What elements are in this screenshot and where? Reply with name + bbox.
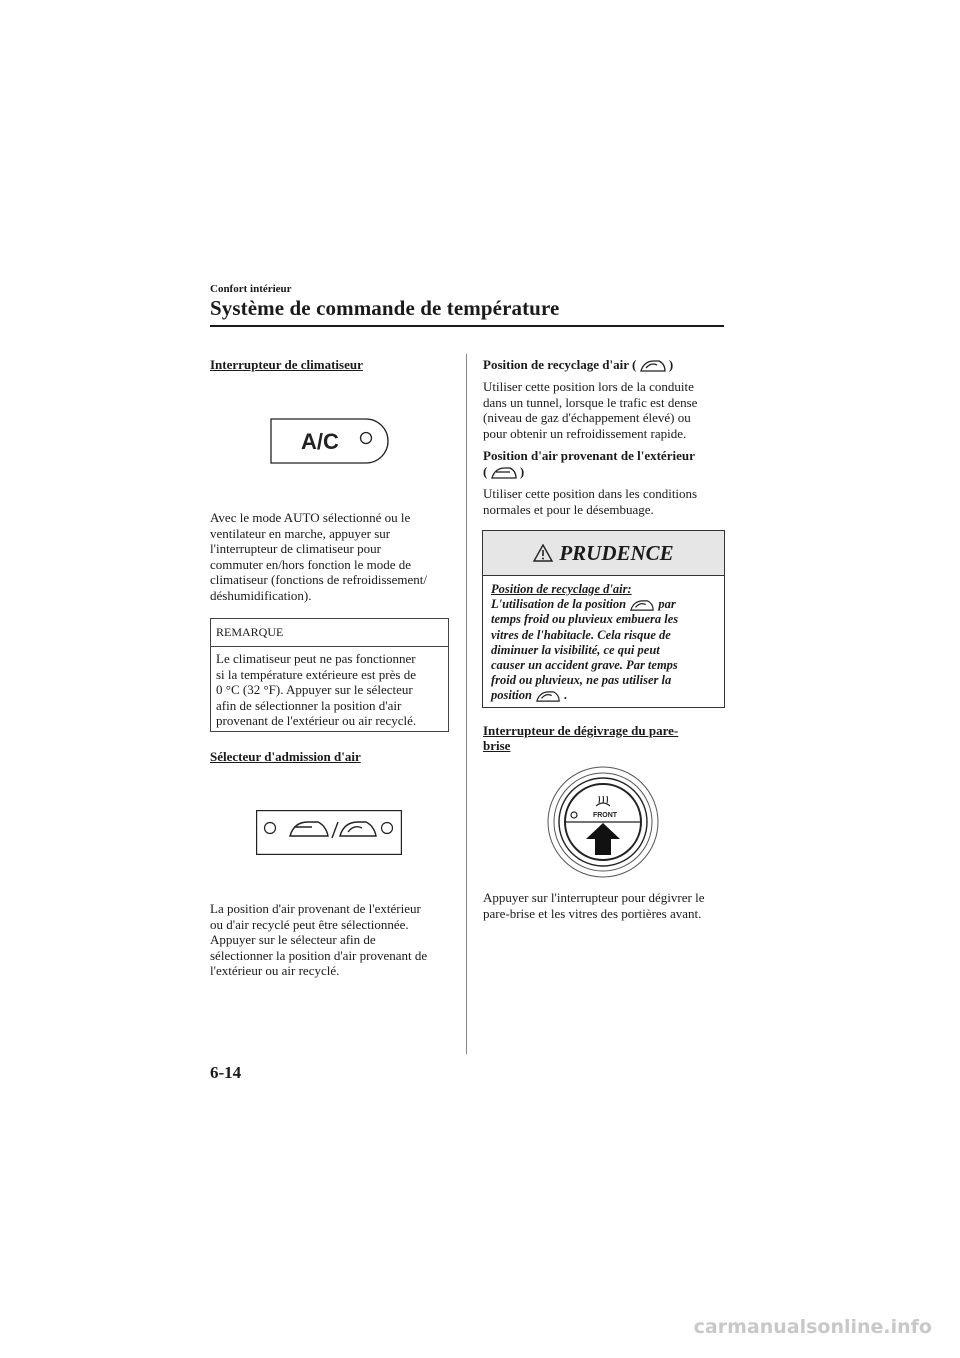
windshield-defroster-figure [546,765,660,879]
note-text: Le climatiseur peut ne pas fonctionner si la température extérieure est près de 0 °C (32 °F). Appuyer sur le sélecteur afin de sélectionner la position d'air provenant de l'extérieur ou air recyclé. [216,651,417,728]
defrost-paragraph: Appuyer sur l'interrupteur pour dégivrer le pare-brise et les vitres des portières avant. [483,890,705,921]
defrost-heading: Interrupteur de dégivrage du pare- brise [483,723,679,753]
air-intake-paragraph: La position d'air provenant de l'extérieur ou d'air recyclé peut être sélectionnée. Appuyer sur le sélecteur afin de sélectionner la position d'air provenant de l'extérieur ou air recyclé. [210,901,428,978]
outside-air-icon [491,466,517,480]
note-title: REMARQUE [211,619,448,647]
watermark: carmanualsonline.info [693,1316,932,1338]
recirculation-heading: Position de recyclage d'air ( ) [483,357,674,372]
page-title: Système de commande de température [210,296,560,320]
ac-button-label: A/C [301,429,339,454]
section-label: Confort intérieur [210,283,292,295]
column-divider [466,354,467,1054]
outside-air-heading: Position d'air provenant de l'extérieur ( ) [483,448,695,479]
outside-air-paragraph: Utiliser cette position dans les conditions normales et pour le désembuage. [483,486,698,517]
recirculation-paragraph: Utiliser cette position lors de la conduite dans un tunnel, lorsque le trafic est dense (niveau de gaz d'échappement élevé) ou pour obtenir un refroidissement rapide. [483,379,698,441]
caution-text: Position de recyclage d'air: L'utilisation de la position par temps froid ou pluvieux embuera les vitres de l'habitacle. Cela risque de diminuer la visibilité, ce qui peut causer un accident grave. Par temps froid ou pluvieux, ne pas utiliser la position . [491,582,679,703]
air-intake-heading: Sélecteur d'admission d'air [210,749,361,764]
ac-paragraph: Avec le mode AUTO sélectionné ou le ventilateur en marche, appuyer sur l'interrupteur de climatiseur pour commuter en/hors fonction le mode de climatiseur (fonctions de refroidissement/ déshumidification). [210,510,427,603]
recirculation-icon [640,359,666,373]
front-label: FRONT [592,812,618,819]
caution-header [483,531,724,576]
note-box [210,618,449,732]
caution-box [482,530,725,708]
recirculation-icon [535,690,561,703]
ac-switch-figure [270,418,390,464]
caution-label: PRUDENCE [559,540,674,565]
recirculation-icon [629,599,655,612]
title-rule [210,325,724,327]
page-number: 6-14 [210,1063,242,1082]
ac-switch-heading: Interrupteur de climatiseur [210,357,363,372]
warning-icon [533,544,553,562]
air-intake-selector-figure [256,810,402,855]
